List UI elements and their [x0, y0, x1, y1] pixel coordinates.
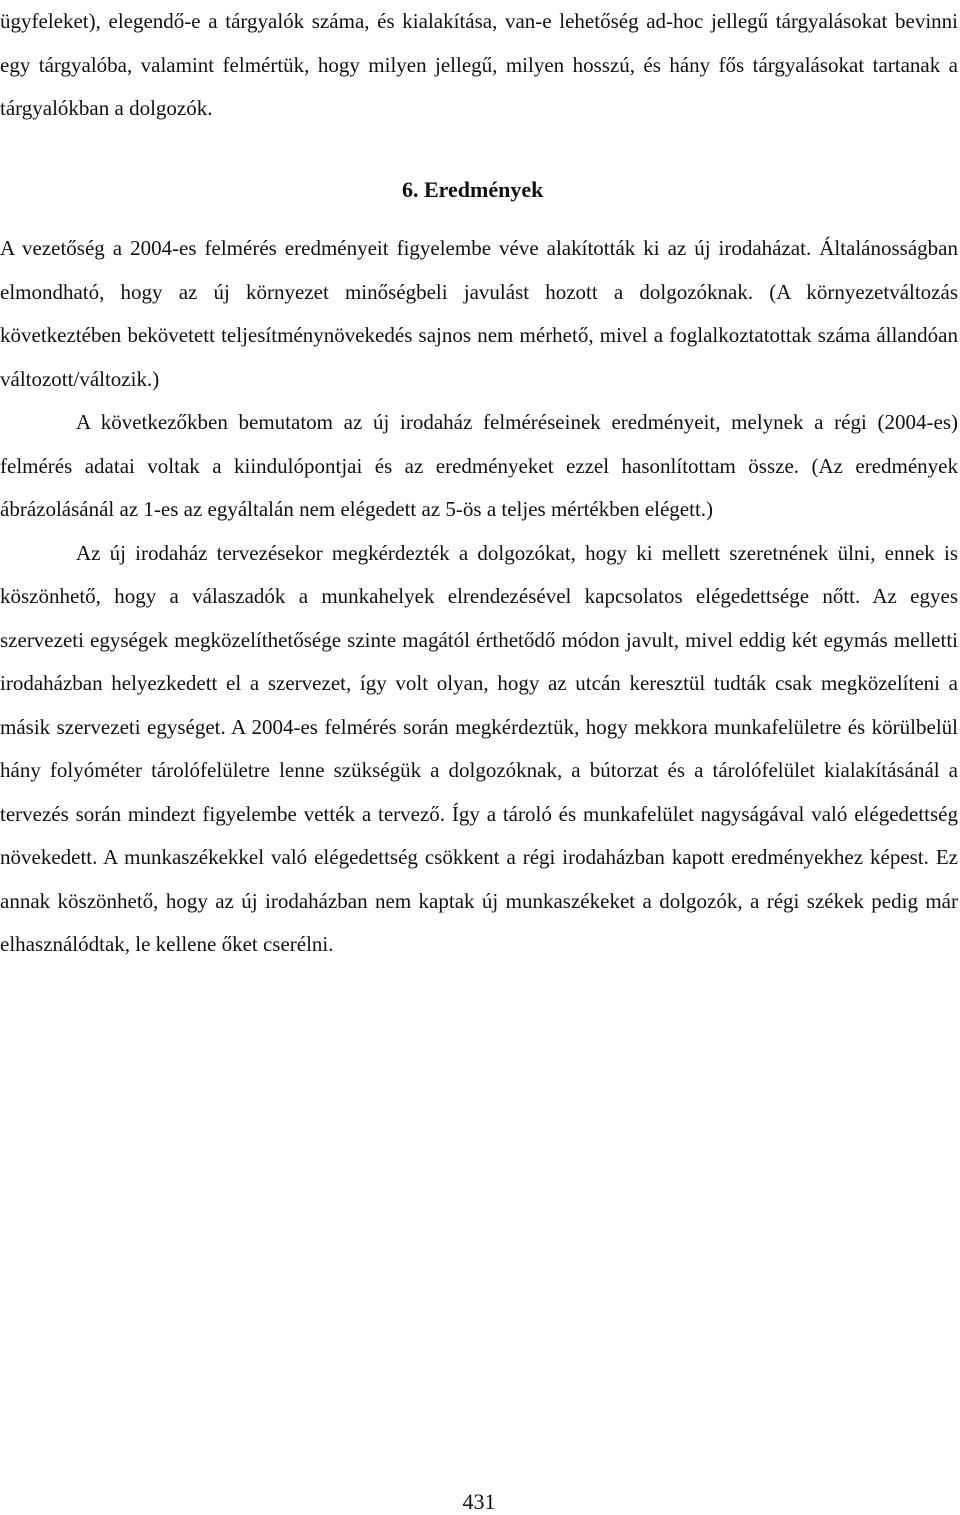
- intro-text-block: [0, 0, 958, 131]
- section-heading: 6. Eredmények: [402, 177, 544, 202]
- results-text-block: [0, 227, 958, 967]
- page-number: 431: [462, 1489, 496, 1514]
- intro-paragraph: ügyfeleket), elegendő-e a tárgyalók száma, és kialakítása, van-e lehetőség ad-hoc jellegű tárgyalásokat bevinni egy tárgyalóba, valamint felmértük, hogy milyen jellegű, milyen hosszú, és hány fős tárgyalásokat tartanak a tárgyalókban a dolgozók.: [0, 9, 958, 120]
- results-paragraph-2: A következőkben bemutatom az új irodaház felméréseinek eredményeit, melynek a régi (2004-es) felmérés adatai voltak a kiindulópontjai és az eredményeket ezzel hasonlítottam össze. (Az eredmények ábrázolásánál az 1-es az egyáltalán nem elégedett az 5-ös a teljes mértékben elégett.): [0, 410, 958, 521]
- results-paragraph-1: A vezetőség a 2004-es felmérés eredményeit figyelembe véve alakították ki az új irodaházat. Általánosságban elmondható, hogy az új környezet minőségbeli javulást hozott a dolgozóknak. (A környezetváltozás következtében bekövetett teljesítménynövekedés sajnos nem mérhető, mivel a foglalkoztatottak száma állandóan változott/változik.): [0, 236, 958, 391]
- results-paragraph-3: Az új irodaház tervezésekor megkérdezték a dolgozókat, hogy ki mellett szeretnének ülni, ennek is köszönhető, hogy a válaszadók a munkahelyek elrendezésével kapcsolatos elégedettsége nőtt. Az egyes szervezeti egységek megközelíthetősége szinte magától érthetődő módon javult, mivel eddig két egymás melletti irodaházban helyezkedett el a szervezet, így volt olyan, hogy az utcán keresztül tudták csak megközelíteni a másik szervezeti egységet. A 2004-es felmérés során megkérdeztük, hogy mekkora munkafelületre és körülbelül hány folyóméter tárolófelületre lenne szükségük a dolgozóknak, a bútorzat és a tárolófelület kialakításánál a tervezés során mindezt figyelembe vették a tervező. Így a tároló és munkafelület nagyságával való elégedettség növekedett. A munkaszékekkel való elégedettség csökkent a régi irodaházban kapott eredményekhez képest. Ez annak köszönhető, hogy az új irodaházban nem kaptak új munkaszékeket a dolgozók, a régi székek pedig már elhasználódtak, le kellene őket cserélni.: [0, 540, 958, 956]
